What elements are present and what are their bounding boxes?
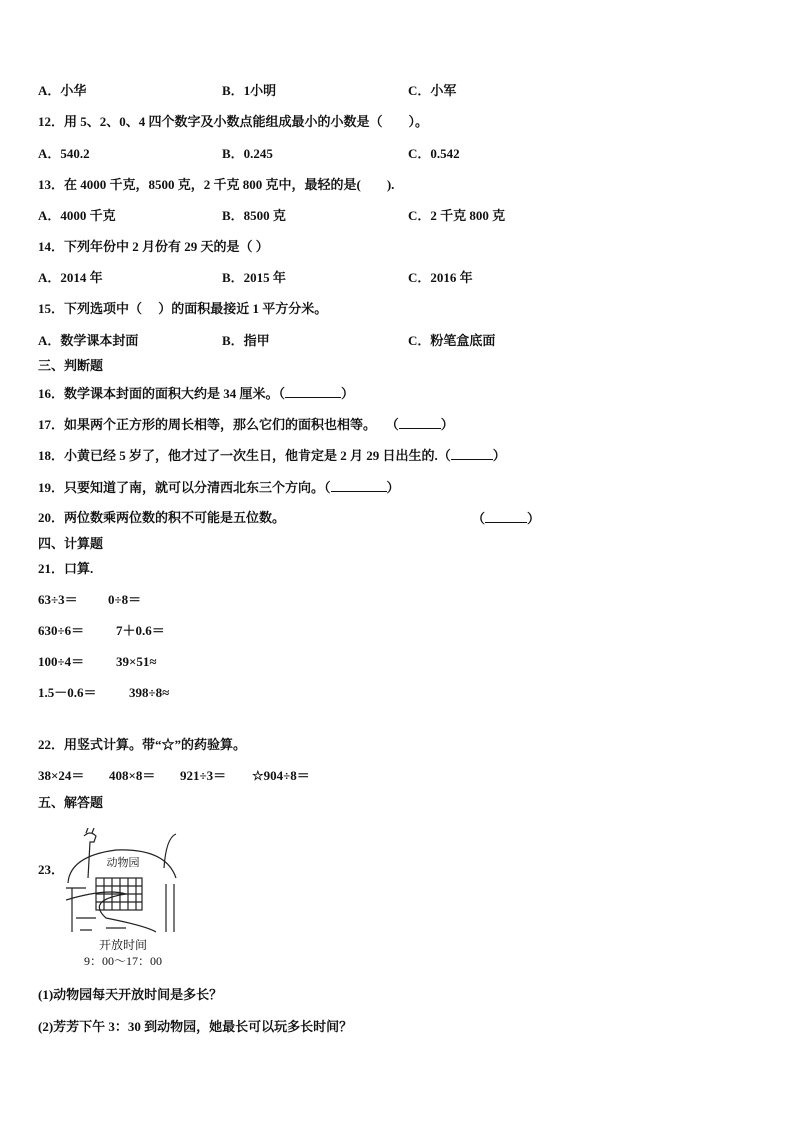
answer-blank[interactable]	[451, 447, 493, 460]
zoo-gate-icon	[66, 828, 180, 936]
calc-item: ☆904÷8＝	[252, 768, 310, 783]
q14-option-a: A．2014 年	[38, 270, 103, 285]
answer-blank[interactable]	[485, 510, 527, 523]
calc-item: 921÷3＝	[180, 768, 227, 783]
question-21: 21．口算.	[38, 561, 94, 576]
paren: ）	[492, 448, 506, 463]
opening-hours-label: 开放时间	[98, 938, 147, 952]
q12-option-b: B．0.245	[222, 146, 273, 161]
question-text: 18．小黄已经 5 岁了，他才过了一次生日，他肯定是 2 月 29 日出生的.（	[38, 448, 451, 463]
q12-option-a: A．540.2	[38, 146, 90, 161]
answer-blank[interactable]	[399, 416, 441, 429]
question-text: 17．如果两个正方形的周长相等，那么它们的面积也相等。 （	[38, 417, 399, 432]
question-15: 15．下列选项中（ ）的面积最接近 1 平方分米。	[38, 301, 328, 316]
question-19	[38, 479, 400, 496]
q13-option-b: B．8500 克	[222, 208, 286, 223]
question-23-part-2: (2)芳芳下午 3：30 到动物园，她最长可以玩多长时间？	[38, 1019, 353, 1034]
question-16	[38, 385, 354, 402]
calc-item: 38×24＝	[38, 768, 85, 783]
question-22: 22．用竖式计算。带“☆”的药验算。	[38, 737, 247, 752]
question-text: 16．数学课本封面的面积大约是 34 厘米。（	[38, 386, 286, 401]
calc-item: 39×51≈	[116, 654, 157, 669]
question-12: 12．用 5、2、0、4 四个数字及小数点能组成最小的小数是（ ）。	[38, 114, 429, 129]
zoo-gate-illustration	[66, 828, 180, 936]
question-14: 14．下列年份中 2 月份有 29 天的是（ ）	[38, 239, 269, 254]
q20-answer	[472, 510, 540, 527]
q11-option-b: B．1小明	[222, 83, 277, 98]
section-heading-answers: 五、解答题	[38, 795, 104, 810]
calc-item: 630÷6＝	[38, 623, 85, 638]
question-17	[38, 416, 454, 433]
opening-hours-value: 9：00～17：00	[83, 954, 162, 968]
calc-item: 408×8＝	[109, 768, 156, 783]
question-23-number: 23．	[38, 862, 65, 877]
calc-item: 0÷8＝	[108, 592, 142, 607]
zoo-sign: 动物园	[106, 857, 140, 869]
calc-item: 63÷3＝	[38, 592, 78, 607]
calc-item: 398÷8≈	[129, 685, 170, 700]
q12-option-c: C．0.542	[408, 146, 460, 161]
paren: ）	[341, 386, 355, 401]
question-18	[38, 447, 506, 464]
section-heading-judgement: 三、判断题	[38, 358, 104, 373]
calc-item: 7＋0.6＝	[116, 623, 165, 638]
q11-option-c: C．小军	[408, 83, 457, 98]
question-23-part-1: (1)动物园每天开放时间是多长？	[38, 987, 223, 1002]
question-20: 20．两位数乘两位数的积不可能是五位数。	[38, 510, 286, 525]
answer-blank[interactable]	[331, 479, 387, 492]
calc-item: 1.5－0.6＝	[38, 685, 97, 700]
q15-option-b: B．指甲	[222, 333, 270, 348]
q13-option-a: A．4000 千克	[38, 208, 116, 223]
paren: ）	[440, 417, 454, 432]
q14-option-b: B．2015 年	[222, 270, 286, 285]
calc-item: 100÷4＝	[38, 654, 85, 669]
q14-option-c: C．2016 年	[408, 270, 473, 285]
paren: ）	[386, 480, 400, 495]
q15-option-c: C．粉笔盒底面	[408, 333, 496, 348]
q11-option-a: A．小华	[38, 83, 87, 98]
answer-blank[interactable]	[285, 385, 341, 398]
paren: ）	[527, 511, 541, 526]
q15-option-a: A．数学课本封面	[38, 333, 139, 348]
question-text: 19．只要知道了南，就可以分清西北东三个方向。（	[38, 480, 331, 495]
paren: （	[472, 511, 486, 526]
question-13: 13．在 4000 千克，8500 克，2 千克 800 克中，最轻的是( ).	[38, 177, 395, 192]
q13-option-c: C．2 千克 800 克	[408, 208, 506, 223]
section-heading-calculation: 四、计算题	[38, 536, 104, 551]
